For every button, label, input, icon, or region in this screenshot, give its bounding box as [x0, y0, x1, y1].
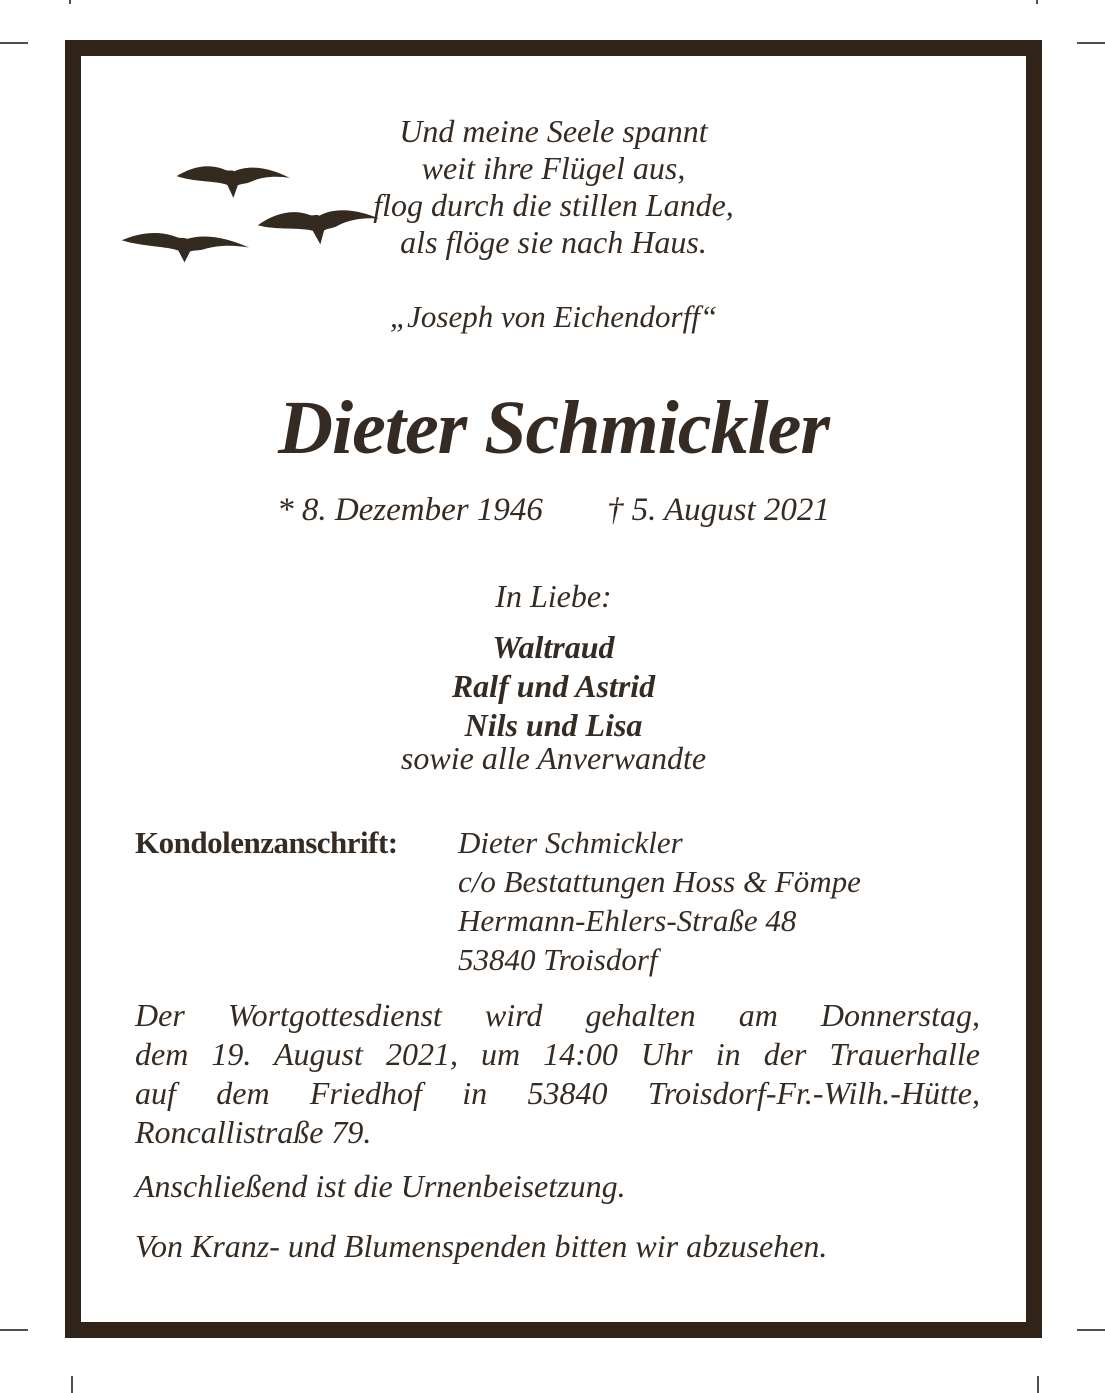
- poem-line: weit ihre Flügel aus,: [421, 150, 686, 186]
- service-line: Der Wortgottesdienst wird gehalten am Donnerstag,: [135, 997, 980, 1033]
- crop-mark-top-left-vertical: [69, 0, 71, 4]
- crop-mark-top-right: [1077, 42, 1105, 44]
- crop-mark-bottom-left: [0, 1329, 28, 1331]
- deceased-name: Dieter Schmickler: [278, 386, 829, 470]
- mourners-intro: In Liebe:: [495, 578, 612, 614]
- crop-mark-top-left: [0, 42, 28, 44]
- address-line: Hermann-Ehlers-Straße 48: [458, 903, 797, 938]
- poem-line: als flöge sie nach Haus.: [400, 224, 707, 260]
- mourner-name: Nils und Lisa: [464, 707, 643, 743]
- mourner-name: Waltraud: [492, 629, 615, 665]
- poem-attribution: „Joseph von Eichendorff“: [389, 299, 718, 334]
- service-line: dem 19. August 2021, um 14:00 Uhr in der Trauerhalle: [135, 1036, 980, 1072]
- address-line: c/o Bestattungen Hoss & Fömpe: [458, 864, 861, 899]
- condolence-label: Kondolenzanschrift:: [135, 825, 398, 860]
- crop-mark-bottom-right-vertical: [1037, 1376, 1039, 1393]
- service-line: auf dem Friedhof in 53840 Troisdorf-Fr.-Wilh.-Hütte,: [135, 1075, 980, 1111]
- announcement-frame: [65, 40, 1042, 1338]
- urn-burial-note: Anschließend ist die Urnenbeisetzung.: [135, 1168, 626, 1204]
- mourner-name: Ralf und Astrid: [451, 668, 656, 704]
- crop-mark-bottom-left-vertical: [71, 1376, 73, 1393]
- life-dates: [81, 490, 1026, 530]
- poem: [81, 113, 1026, 261]
- address-line: 53840 Troisdorf: [458, 942, 658, 977]
- condolence-address: [458, 823, 978, 979]
- death-date: † 5. August 2021: [606, 492, 830, 528]
- poem-line: Und meine Seele spannt: [399, 113, 708, 149]
- crop-mark-bottom-right: [1077, 1329, 1105, 1331]
- flowers-note: Von Kranz- und Blumenspenden bitten wir abzusehen.: [135, 1228, 828, 1264]
- mourners-names: [81, 628, 1026, 745]
- crop-mark-top-right-vertical: [1036, 0, 1038, 4]
- poem-line: flog durch die stillen Lande,: [373, 187, 734, 223]
- service-line: Roncallistraße 79.: [135, 1114, 372, 1150]
- address-line: Dieter Schmickler: [458, 825, 683, 860]
- birth-date: * 8. Dezember 1946: [277, 492, 543, 528]
- mourners-suffix: sowie alle Anverwandte: [400, 740, 707, 776]
- service-details: [135, 996, 980, 1152]
